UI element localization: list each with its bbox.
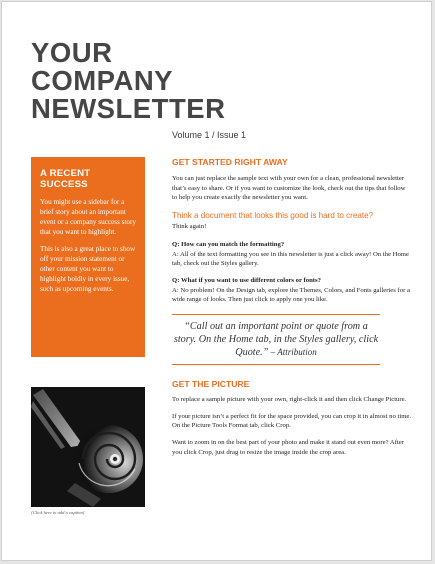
pull-quote[interactable] (172, 320, 380, 359)
subheading[interactable]: Think a document that looks this good is hard to create? (172, 211, 374, 221)
intro-paragraph[interactable]: You can just replace the sample text with your own for a clean, professional newsletter that’s easy to share. Or if you want to customize the look, check out the tips that follow to help you create exactly the newsletter you want. (172, 175, 406, 202)
title-line-1: YOUR (31, 37, 113, 68)
photo-caption[interactable]: [Click here to add a caption] (31, 510, 85, 515)
quote-top-rule (172, 314, 380, 315)
section-heading-get-started[interactable]: GET STARTED RIGHT AWAY (172, 157, 288, 167)
section-get-the-picture (172, 379, 412, 458)
violin-scroll-photo[interactable] (31, 387, 145, 507)
picture-paragraph-2[interactable]: If your picture isn’t a perfect fit for the space provided, you can crop it in almost no time. On the Picture Tools Format tab, click Crop. (172, 412, 412, 430)
quote-text: “Call out an important point or quote from a story. On the Home tab, in the Styles gallery, click Quote.” (173, 321, 379, 358)
sidebar-heading: A RECENT SUCCESS (40, 168, 91, 190)
picture-paragraph-1[interactable]: To replace a sample picture with your own, right-click it and then click Change Picture. (172, 396, 407, 403)
newsletter-title[interactable] (31, 39, 291, 123)
title-line-3: NEWSLETTER (31, 93, 226, 124)
picture-paragraph-3[interactable]: Want to zoom in on the best part of your photo and make it stand out even more? After you click Crop, just drag to resize the image inside the crop area. (172, 439, 404, 456)
sidebar-paragraph-1: You might use a sidebar for a brief story about an important event or a company success story that you want to highlight. (40, 198, 137, 236)
sidebar-box[interactable] (31, 157, 145, 357)
answer-1[interactable]: A: All of the text formatting you see in this newsletter is just a click away! On the Home tab, check out the Styles gallery. (172, 250, 409, 268)
issue-label[interactable]: Volume 1 / Issue 1 (172, 130, 247, 140)
section-heading-get-the-picture[interactable]: GET THE PICTURE (172, 379, 250, 389)
sidebar-paragraph-2: This is also a great place to show off your mission statement or other content you want to highlight boldly in every issue, such as upcoming events. (40, 245, 136, 293)
violin-scroll-image (31, 387, 145, 507)
question-1[interactable]: Q: How can you match the formatting? (172, 240, 285, 248)
newsletter-page (1, 1, 432, 561)
quote-bottom-rule (172, 364, 380, 365)
title-line-2: COMPANY (31, 65, 174, 96)
main-column (172, 157, 412, 305)
think-again-text[interactable]: Think again! (172, 223, 207, 231)
quote-attribution: – Attribution (268, 347, 317, 357)
question-2[interactable]: Q: What if you want to use different colors or fonts? (172, 276, 321, 284)
answer-2[interactable]: A: No problem! On the Design tab, explore the Themes, Colors, and Fonts galleries for a wide range of looks. Then just click to apply one you like. (172, 286, 410, 304)
